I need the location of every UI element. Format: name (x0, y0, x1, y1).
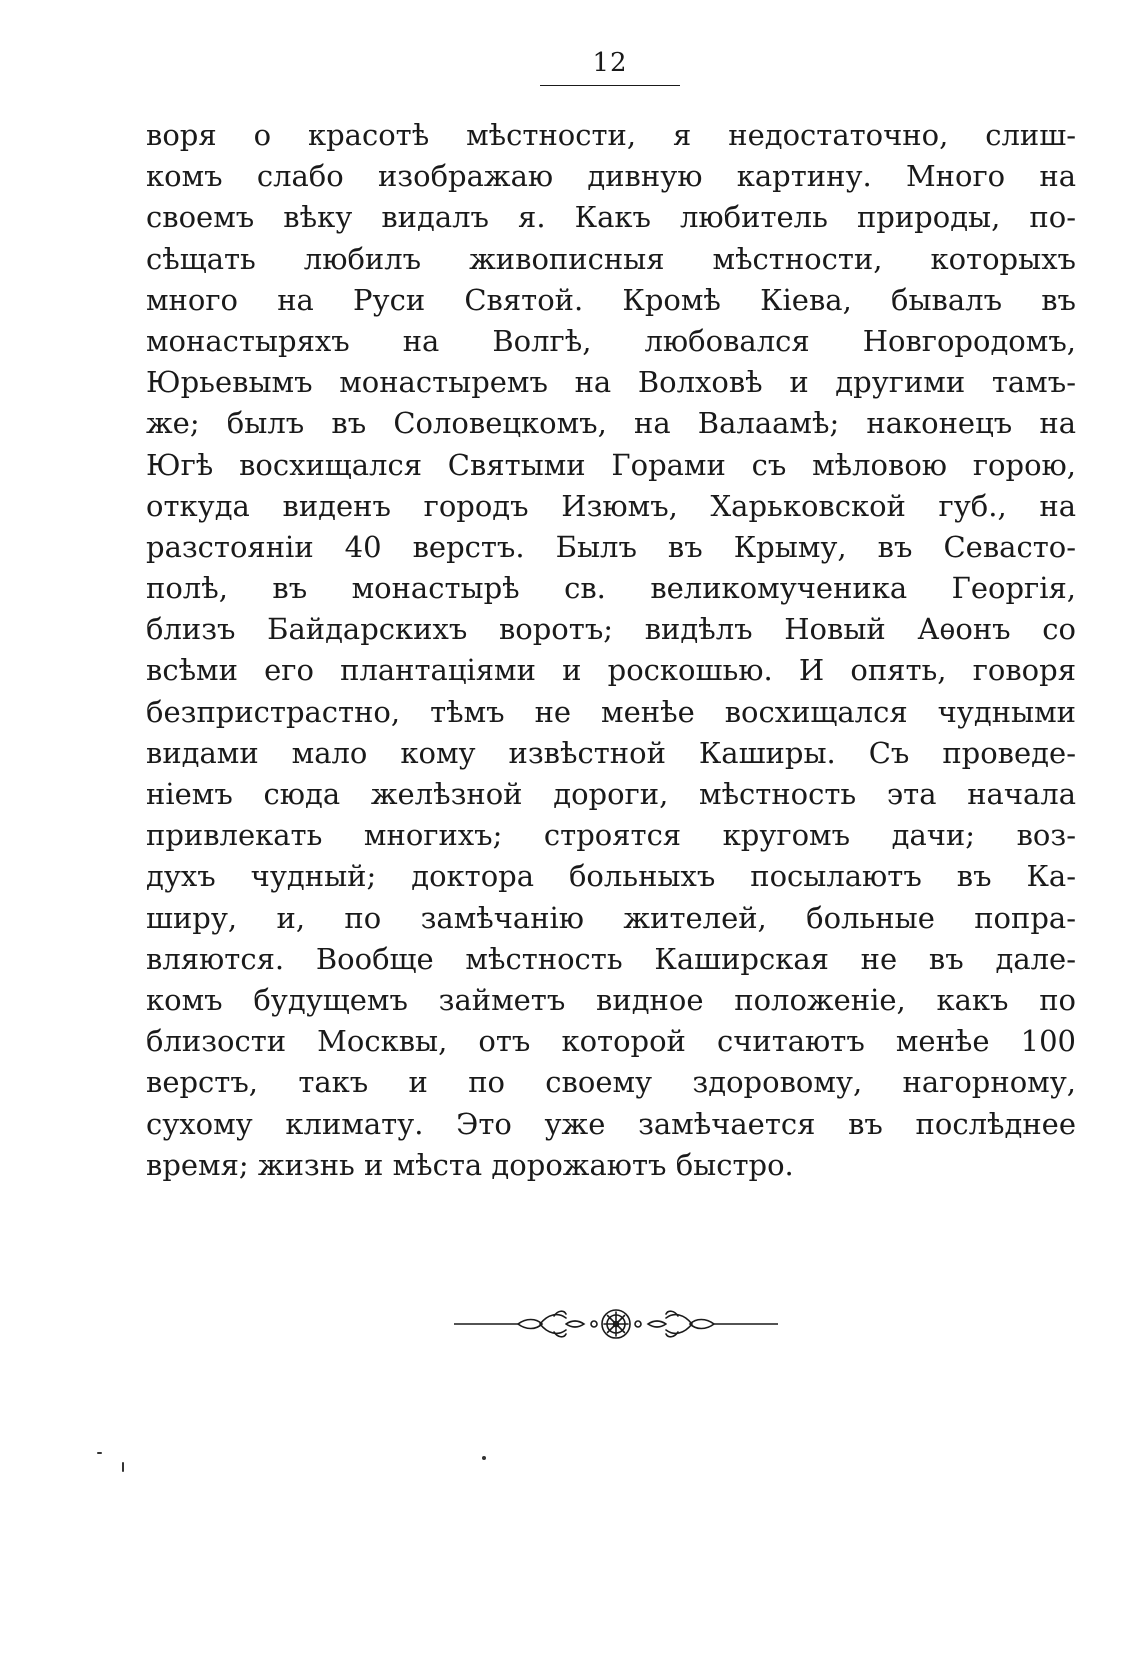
ink-speck (97, 1452, 102, 1454)
text-line: откуда виденъ городъ Изюмъ, Харьковской губ., на (146, 488, 1076, 523)
text-line: полѣ, въ монастырѣ св. великомученика Георгія, (146, 571, 1076, 606)
ink-speck (482, 1456, 486, 1460)
text-line: видами мало кому извѣстной Каширы. Съ проведе- (146, 735, 1076, 770)
text-line: сухому климату. Это уже замѣчается въ послѣднее (146, 1106, 1076, 1141)
body-text (146, 115, 1076, 1186)
text-line: же; былъ въ Соловецкомъ, на Валаамѣ; наконецъ на (146, 406, 1076, 441)
text-line: безпристрастно, тѣмъ не менѣе восхищался чудными (146, 694, 1076, 729)
text-line: ширу, и, по замѣчанію жителей, больные попра- (146, 900, 1076, 935)
text-line: Югѣ восхищался Святыми Горами съ мѣловою горою, (146, 447, 1076, 482)
ink-speck (122, 1462, 124, 1472)
text-line: верстъ, такъ и по своему здоровому, нагорному, (146, 1065, 1076, 1100)
text-line: близости Москвы, отъ которой считаютъ менѣе 100 (146, 1024, 1076, 1059)
text-line: комъ слабо изображаю дивную картину. Много на (146, 159, 1076, 194)
text-line: привлекать многихъ; строятся кругомъ дачи; воз- (146, 818, 1076, 853)
text-line: своемъ вѣку видалъ я. Какъ любитель природы, по- (146, 200, 1076, 235)
text-line: воря о красотѣ мѣстности, я недостаточно, слиш- (146, 118, 1076, 152)
text-line: сѣщать любилъ живописныя мѣстности, которыхъ (146, 241, 1076, 276)
text-line: ніемъ сюда желѣзной дороги, мѣстность эта начала (146, 777, 1076, 811)
text-line: вляются. Вообще мѣстность Каширская не въ дале- (146, 941, 1076, 976)
text-line: разстояніи 40 верстъ. Былъ въ Крыму, въ Севасто- (146, 529, 1076, 564)
floral-tailpiece-icon (454, 1306, 778, 1342)
text-line: много на Руси Святой. Кромѣ Кіева, бывалъ въ (146, 282, 1076, 317)
text-line: близъ Байдарскихъ воротъ; видѣлъ Новый Аѳонъ со (146, 612, 1076, 647)
text-line: всѣми его плантаціями и роскошью. И опять, говоря (146, 653, 1076, 688)
text-line: духъ чудный; доктора больныхъ посылаютъ въ Ка- (146, 859, 1076, 894)
text-line: Юрьевымъ монастыремъ на Волховѣ и другими тамъ- (146, 365, 1076, 400)
text-line: время; жизнь и мѣста дорожаютъ быстро. (146, 1147, 794, 1182)
text-line: комъ будущемъ займетъ видное положеніе, какъ по (146, 982, 1076, 1017)
page-number: 12 (592, 48, 628, 78)
text-line: монастыряхъ на Волгѣ, любовался Новгородомъ, (146, 323, 1076, 358)
page-number-rule (540, 85, 680, 86)
